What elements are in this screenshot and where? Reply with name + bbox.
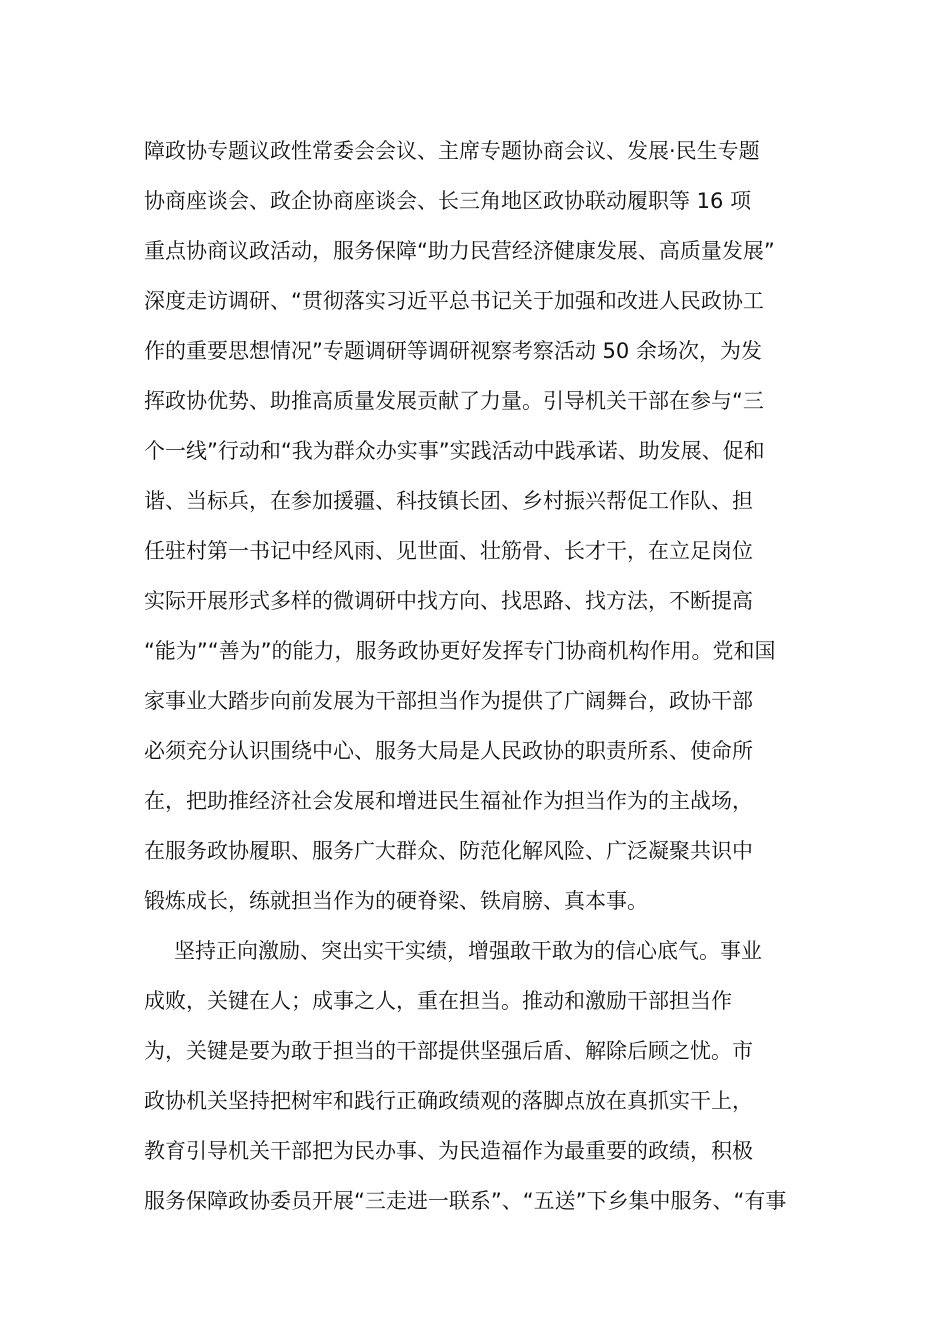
text-line: 坚持正向激励、突出实干实绩，增强敢干敢为的信心底气。事业 xyxy=(174,939,762,963)
text-line: 锻炼成长，练就担当作为的硬脊梁、铁肩膀、真本事。 xyxy=(144,889,648,913)
text-line: 协商座谈会、政企协商座谈会、长三角地区政协联动履职等 16 项 xyxy=(144,189,752,213)
text-line: 深度走访调研、“贯彻落实习近平总书记关于加强和改进人民政协工 xyxy=(144,289,764,313)
text-line: 重点协商议政活动，服务保障“助力民营经济健康发展、高质量发展” xyxy=(144,239,775,263)
text-line: 服务保障政协委员开展“三走进一联系”、“五送”下乡集中服务、“有事 xyxy=(144,1189,787,1213)
text-line: 在服务政协履职、服务广大群众、防范化解风险、广泛凝聚共识中 xyxy=(144,839,753,863)
text-line: 障政协专题议政性常委会会议、主席专题协商会议、发展·民生专题 xyxy=(144,139,760,163)
text-line: 任驻村第一书记中经风雨、见世面、壮筋骨、长才干，在立足岗位 xyxy=(144,539,753,563)
text-line: 为，关键是要为敢于担当的干部提供坚强后盾、解除后顾之忧。市 xyxy=(144,1039,753,1063)
text-line: 在，把助推经济社会发展和增进民生福祉作为担当作为的主战场， xyxy=(144,789,753,813)
text-line: “能为”“善为”的能力，服务政协更好发挥专门协商机构作用。党和国 xyxy=(144,639,776,663)
text-line: 个一线”行动和“我为群众办实事”实践活动中践承诺、助发展、促和 xyxy=(144,439,765,463)
text-line: 谐、当标兵，在参加援疆、科技镇长团、乡村振兴帮促工作队、担 xyxy=(144,489,753,513)
text-line: 家事业大踏步向前发展为干部担当作为提供了广阔舞台，政协干部 xyxy=(144,689,753,713)
text-line: 成败，关键在人；成事之人，重在担当。推动和激励干部担当作 xyxy=(144,989,732,1013)
text-line: 作的重要思想情况”专题调研等调研视察考察活动 50 余场次，为发 xyxy=(144,339,762,363)
text-line: 必须充分认识围绕中心、服务大局是人民政协的职责所系、使命所 xyxy=(144,739,753,763)
paragraph-2 xyxy=(144,926,814,1226)
text-line: 挥政协优势、助推高质量发展贡献了力量。引导机关干部在参与“三 xyxy=(144,389,764,413)
text-line: 政协机关坚持把树牢和践行正确政绩观的落脚点放在真抓实干上， xyxy=(144,1089,753,1113)
text-line: 教育引导机关干部把为民办事、为民造福作为最重要的政绩，积极 xyxy=(144,1139,753,1163)
paragraph-1 xyxy=(144,126,814,926)
text-line: 实际开展形式多样的微调研中找方向、找思路、找方法，不断提高 xyxy=(144,589,753,613)
document-body xyxy=(144,126,814,1226)
